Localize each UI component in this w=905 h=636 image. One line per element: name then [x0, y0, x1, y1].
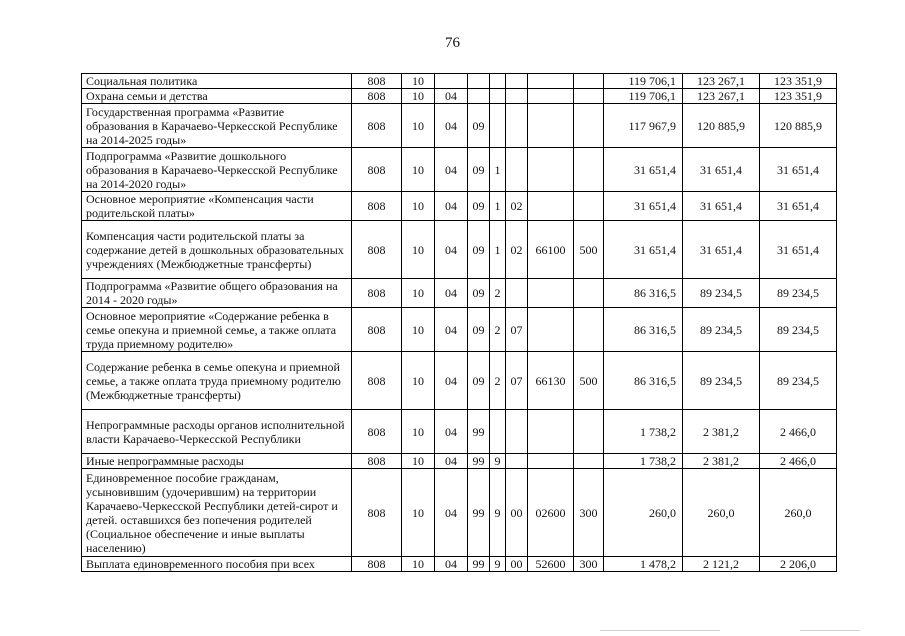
row-subprogram-code: 2: [490, 279, 506, 308]
budget-table: [81, 73, 837, 572]
row-expense-type: [574, 454, 604, 469]
row-subprogram-code: [490, 89, 506, 104]
row-direction-code: [528, 148, 574, 192]
row-expense-type: [574, 308, 604, 352]
row-direction-code: [528, 104, 574, 148]
row-admin-code: 808: [352, 279, 402, 308]
row-subsection-code: 04: [435, 352, 468, 410]
budget-table-body: [82, 74, 837, 572]
page-number: 76: [445, 35, 460, 51]
row-amount-year2: 260,0: [683, 469, 760, 557]
row-amount-year3: 2 466,0: [760, 454, 837, 469]
row-admin-code: 808: [352, 74, 402, 89]
row-amount-year3: 2 206,0: [760, 557, 837, 572]
row-measure-code: 02: [506, 192, 528, 221]
row-amount-year1: 31 651,4: [604, 192, 683, 221]
row-expense-type: 500: [574, 221, 604, 279]
row-admin-code: 808: [352, 557, 402, 572]
row-section-code: 10: [402, 279, 435, 308]
row-section-code: 10: [402, 192, 435, 221]
row-section-code: 10: [402, 469, 435, 557]
row-amount-year1: 86 316,5: [604, 352, 683, 410]
row-amount-year1: 86 316,5: [604, 279, 683, 308]
row-subsection-code: 04: [435, 279, 468, 308]
row-amount-year3: 31 651,4: [760, 148, 837, 192]
row-amount-year2: 2 381,2: [683, 454, 760, 469]
row-expense-type: [574, 104, 604, 148]
row-measure-code: 07: [506, 308, 528, 352]
row-amount-year3: 2 466,0: [760, 410, 837, 454]
row-subsection-code: 04: [435, 469, 468, 557]
row-program-code: 09: [468, 279, 490, 308]
row-subprogram-code: 1: [490, 192, 506, 221]
row-amount-year1: 31 651,4: [604, 148, 683, 192]
row-direction-code: 66130: [528, 352, 574, 410]
row-measure-code: 00: [506, 469, 528, 557]
row-subsection-code: 04: [435, 454, 468, 469]
row-subprogram-code: 2: [490, 352, 506, 410]
row-subsection-code: 04: [435, 89, 468, 104]
row-subprogram-code: 9: [490, 557, 506, 572]
row-name: Непрограммные расходы органов исполнительной власти Карачаево-Черкесской Республики: [82, 410, 352, 454]
table-row: [82, 557, 837, 572]
row-amount-year2: 89 234,5: [683, 279, 760, 308]
row-amount-year2: 123 267,1: [683, 74, 760, 89]
row-name: Иные непрограммные расходы: [82, 454, 352, 469]
row-admin-code: 808: [352, 89, 402, 104]
row-section-code: 10: [402, 454, 435, 469]
row-admin-code: 808: [352, 148, 402, 192]
table-row: [82, 74, 837, 89]
row-amount-year3: 89 234,5: [760, 279, 837, 308]
row-direction-code: 52600: [528, 557, 574, 572]
row-subsection-code: 04: [435, 148, 468, 192]
row-admin-code: 808: [352, 454, 402, 469]
row-name: Подпрограмма «Развитие общего образования на 2014 - 2020 годы»: [82, 279, 352, 308]
table-row: [82, 469, 837, 557]
row-amount-year2: 31 651,4: [683, 221, 760, 279]
row-admin-code: 808: [352, 308, 402, 352]
row-subsection-code: 04: [435, 557, 468, 572]
row-amount-year1: 1 478,2: [604, 557, 683, 572]
row-amount-year3: 31 651,4: [760, 192, 837, 221]
row-name: Государственная программа «Развитие образования в Карачаево-Черкесской Республике на 2014-2025 годы»: [82, 104, 352, 148]
table-row: [82, 148, 837, 192]
row-name: Социальная политика: [82, 74, 352, 89]
row-name: Содержание ребенка в семье опекуна и приемной семье, а также оплата труда приемному родителю (Межбюджетные трансферты): [82, 352, 352, 410]
row-amount-year2: 123 267,1: [683, 89, 760, 104]
row-measure-code: [506, 89, 528, 104]
scan-artifact-bottom-right: [800, 630, 860, 631]
row-measure-code: [506, 74, 528, 89]
row-admin-code: 808: [352, 352, 402, 410]
row-expense-type: [574, 74, 604, 89]
table-row: [82, 221, 837, 279]
scan-artifact-bottom: [600, 630, 720, 631]
row-direction-code: [528, 74, 574, 89]
row-section-code: 10: [402, 74, 435, 89]
row-subsection-code: 04: [435, 104, 468, 148]
row-amount-year1: 1 738,2: [604, 454, 683, 469]
row-program-code: 99: [468, 410, 490, 454]
row-amount-year3: 89 234,5: [760, 352, 837, 410]
row-name: Охрана семьи и детства: [82, 89, 352, 104]
row-section-code: 10: [402, 104, 435, 148]
row-expense-type: [574, 89, 604, 104]
row-name: Подпрограмма «Развитие дошкольного образования в Карачаево-Черкесской Республике на 2014-2020 годы»: [82, 148, 352, 192]
table-row: [82, 410, 837, 454]
row-amount-year2: 2 121,2: [683, 557, 760, 572]
row-amount-year1: 31 651,4: [604, 221, 683, 279]
table-row: [82, 192, 837, 221]
row-section-code: 10: [402, 352, 435, 410]
row-expense-type: [574, 192, 604, 221]
row-subprogram-code: [490, 410, 506, 454]
row-subprogram-code: 9: [490, 454, 506, 469]
row-admin-code: 808: [352, 221, 402, 279]
row-expense-type: 500: [574, 352, 604, 410]
row-direction-code: [528, 192, 574, 221]
row-direction-code: 66100: [528, 221, 574, 279]
row-amount-year1: 260,0: [604, 469, 683, 557]
row-subsection-code: [435, 74, 468, 89]
row-program-code: [468, 74, 490, 89]
table-row: [82, 308, 837, 352]
row-section-code: 10: [402, 221, 435, 279]
row-expense-type: [574, 410, 604, 454]
row-subsection-code: 04: [435, 221, 468, 279]
row-program-code: 09: [468, 352, 490, 410]
row-direction-code: [528, 89, 574, 104]
row-measure-code: [506, 410, 528, 454]
row-amount-year2: 31 651,4: [683, 148, 760, 192]
row-name: Единовременное пособие гражданам, усыновившим (удочерившим) на территории Карачаево-Черкесской Республики детей-сирот и детей. оставшихся без попечения родителей (Социальное обеспечение и иные выплаты населению): [82, 469, 352, 557]
table-row: [82, 279, 837, 308]
row-amount-year3: 123 351,9: [760, 89, 837, 104]
row-subprogram-code: 9: [490, 469, 506, 557]
row-subprogram-code: [490, 74, 506, 89]
table-row: [82, 89, 837, 104]
row-expense-type: [574, 279, 604, 308]
row-amount-year2: 89 234,5: [683, 352, 760, 410]
row-program-code: 09: [468, 221, 490, 279]
row-measure-code: [506, 148, 528, 192]
row-amount-year2: 120 885,9: [683, 104, 760, 148]
row-amount-year2: 2 381,2: [683, 410, 760, 454]
row-amount-year1: 119 706,1: [604, 74, 683, 89]
row-admin-code: 808: [352, 192, 402, 221]
row-measure-code: [506, 454, 528, 469]
row-program-code: 09: [468, 192, 490, 221]
table-row: [82, 352, 837, 410]
row-name: Компенсация части родительской платы за содержание детей в дошкольных образовательных учреждениях (Межбюджетные трансферты): [82, 221, 352, 279]
row-subprogram-code: 1: [490, 148, 506, 192]
table-row: [82, 104, 837, 148]
row-subprogram-code: [490, 104, 506, 148]
row-amount-year3: 123 351,9: [760, 74, 837, 89]
row-program-code: [468, 89, 490, 104]
row-admin-code: 808: [352, 410, 402, 454]
row-name: Основное мероприятие «Компенсация части родительской платы»: [82, 192, 352, 221]
row-measure-code: 02: [506, 221, 528, 279]
row-subsection-code: 04: [435, 308, 468, 352]
row-amount-year3: 260,0: [760, 469, 837, 557]
row-subsection-code: 04: [435, 192, 468, 221]
row-amount-year3: 31 651,4: [760, 221, 837, 279]
row-amount-year1: 117 967,9: [604, 104, 683, 148]
row-measure-code: 07: [506, 352, 528, 410]
row-amount-year3: 120 885,9: [760, 104, 837, 148]
row-measure-code: [506, 104, 528, 148]
table-row: [82, 454, 837, 469]
row-direction-code: 02600: [528, 469, 574, 557]
row-subsection-code: 04: [435, 410, 468, 454]
row-amount-year1: 1 738,2: [604, 410, 683, 454]
row-program-code: 09: [468, 308, 490, 352]
row-expense-type: [574, 148, 604, 192]
row-section-code: 10: [402, 148, 435, 192]
row-direction-code: [528, 308, 574, 352]
row-amount-year2: 89 234,5: [683, 308, 760, 352]
row-section-code: 10: [402, 89, 435, 104]
row-subprogram-code: 1: [490, 221, 506, 279]
row-direction-code: [528, 410, 574, 454]
row-measure-code: [506, 279, 528, 308]
row-amount-year1: 86 316,5: [604, 308, 683, 352]
row-program-code: 09: [468, 104, 490, 148]
row-direction-code: [528, 279, 574, 308]
row-section-code: 10: [402, 308, 435, 352]
row-direction-code: [528, 454, 574, 469]
row-subprogram-code: 2: [490, 308, 506, 352]
row-amount-year2: 31 651,4: [683, 192, 760, 221]
row-program-code: 99: [468, 557, 490, 572]
row-section-code: 10: [402, 557, 435, 572]
row-name: Выплата единовременного пособия при всех: [82, 557, 352, 572]
row-expense-type: 300: [574, 557, 604, 572]
row-program-code: 99: [468, 454, 490, 469]
row-program-code: 99: [468, 469, 490, 557]
row-name: Основное мероприятие «Содержание ребенка в семье опекуна и приемной семье, а также оплата труда приемному родителю»: [82, 308, 352, 352]
row-measure-code: 00: [506, 557, 528, 572]
row-admin-code: 808: [352, 104, 402, 148]
row-expense-type: 300: [574, 469, 604, 557]
row-section-code: 10: [402, 410, 435, 454]
row-admin-code: 808: [352, 469, 402, 557]
row-amount-year1: 119 706,1: [604, 89, 683, 104]
row-amount-year3: 89 234,5: [760, 308, 837, 352]
row-program-code: 09: [468, 148, 490, 192]
